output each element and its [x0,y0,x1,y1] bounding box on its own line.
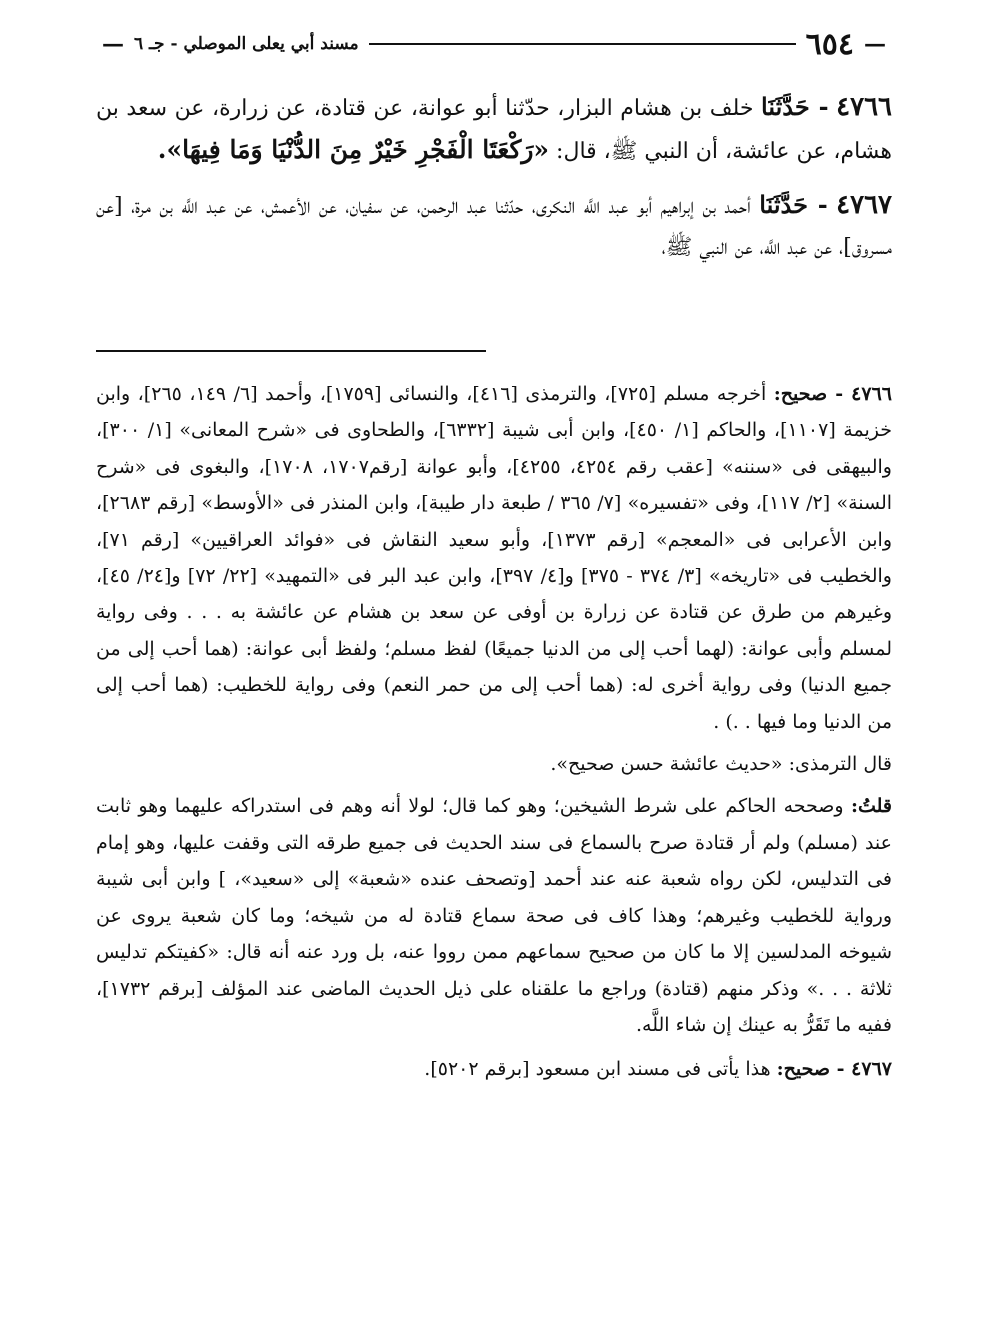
footnote-label: ٤٧٦٧ - صحيح: [776,1058,892,1081]
author-comment [96,788,892,1043]
hadith-4767: ٤٧٦٧ - حَدَّثَنَا أحمد بن إبراهيم أبو عبد اللَّه النكرى، حدّثنا عبد الرحمن، عن سفيان، عن الأعمش، عن عبد اللَّه بن مرة، [عن مسروق]، عن عبد اللَّه، عن النبي ﷺ، [96,190,892,260]
header-dash-left: — [102,31,124,57]
hadith-matn: «رَكْعَتَا الْفَجْرِ خَيْرٌ مِنَ الدُّنْيَا وَمَا فِيهَا». [157,135,550,164]
footnote-divider [96,350,486,352]
footnote-label: ٤٧٦٦ - صحيح: [773,383,892,405]
haddathana-word: حَدَّثَنَا [759,190,808,219]
tirmidhi-grading: قال الترمذى: «حديث عائشة حسن صحيح». [550,753,892,776]
haddathana-word: حَدَّثَنَا [761,92,810,121]
hadith-isnad: أحمد بن إبراهيم أبو عبد اللَّه النكرى، حدّثنا عبد الرحمن، عن سفيان، عن الأعمش، عن عبد اللَّه بن مرة، [عن مسروق]، عن عبد اللَّه، عن النبي ﷺ، [96,194,892,260]
hadith-4766: ٤٧٦٦ - حَدَّثَنَا خلف بن هشام البزار، حدّثنا أبو عوانة، عن قتادة، عن زرارة، عن سعد بن هشام، عن عائشة، أن النبي ﷺ، قال: «رَكْعَتَا الْفَجْرِ خَيْرٌ مِنَ الدُّنْيَا وَمَا فِيهَا». [96,92,892,164]
book-title: مسند أبي يعلى الموصلي - جـ ٦ [134,34,359,54]
main-text [96,86,892,280]
hadith-number: ٤٧٦٦ [836,92,892,122]
header-rule [369,43,796,45]
hadith-number: ٤٧٦٧ [836,190,892,220]
hadith-isnad: خلف بن هشام البزار، حدّثنا أبو عوانة، عن قتادة، عن زرارة، عن سعد بن هشام، عن عائشة، أن النبي ﷺ، قال: [96,96,892,164]
footnote-4767 [96,1051,892,1087]
footnotes [96,376,892,1088]
comment-label: قلتُ: [850,795,892,818]
header-dash-right: — [864,31,886,57]
comment-text: وصححه الحاكم على شرط الشيخين؛ وهو كما قال؛ لولا أنه وهم فى استدراكه عليهما وهو ثابت عند (مسلم) ولم أر قتادة صرح بالسماع فى سند الحديث فى جميع طرقه التى وقفت عليها، وهو إمام فى التدليس، لكن رواه شعبة عنه عند أحمد [وتصحف عنده «شعبة» إلى «سعيد»، ] وابن أبى شيبة ورواية للخطيب وغيرهم؛ وهذا كاف فى صحة سماع قتادة له من شيخه؛ وما كان شعبة يروى عن شيوخه المدلسين إلا ما كان من صحيح سماعهم ممن رووا عنه، بل ورد عنه أنه قال: «كفيتكم تدليس ثلاثة . . .» وذكر منهم (قتادة) وراجع ما علقناه على ذيل الحديث الماضى عند المؤلف [برقم ١٧٣٢]، ففيه ما تَقَرُّ به عينك إن شاء اللَّه. [96,795,892,1036]
page-header [96,24,892,64]
page-number: ٦٥٤ [805,26,854,62]
footnote-text: أخرجه مسلم [٧٢٥]، والترمذى [٤١٦]، والنسائى [١٧٥٩]، وأحمد [٦/ ١٤٩، ٢٦٥]، وابن خزيمة [١١٠٧]، والحاكم [١/ ٤٥٠]، وابن أبى شيبة [٦٣٣٢]، والطحاوى فى «شرح المعانى» [١/ ٣٠٠]، والبيهقى فى «سننه» [عقب رقم ٤٢٥٤، ٤٢٥٥]، وأبو عوانة [رقم١٧٠٧، ١٧٠٨]، والبغوى فى «شرح السنة» [٢/ ١١٧]، وفى «تفسيره» [٧/ ٣٦٥ / طبعة دار طيبة]، وابن المنذر فى «الأوسط» [رقم ٢٦٨٣]، وابن الأعرابى فى «المعجم» [رقم ١٣٧٣]، وأبو سعيد النقاش فى «فوائد العراقيين» [رقم ٧١]، والخطيب فى «تاريخه» [٣/ ٣٧٤ - ٣٧٥] و[٤/ ٣٩٧]، وابن عبد البر فى «التمهيد» [٢٢/ ٧٢] و[٢٤/ ٤٥]، وغيرهم من طرق عن قتادة عن زرارة بن أوفى عن سعد بن هشام عن عائشة به . . . وفى رواية لمسلم وأبى عوانة: (لهما أحب إلى من الدنيا جميعًا) لفظ مسلم؛ ولفظ أبى عوانة: (هما أحب إلى من جميع الدنيا) وفى رواية أخرى له: (هما أحب إلى من حمر النعم) وفى رواية للخطيب: (هما أحب إلى من الدنيا وما فيها . .) . [96,383,893,733]
footnote-text: هذا يأتى فى مسند ابن مسعود [برقم ٥٢٠٢]. [424,1058,771,1081]
footnote-4766 [96,376,892,740]
